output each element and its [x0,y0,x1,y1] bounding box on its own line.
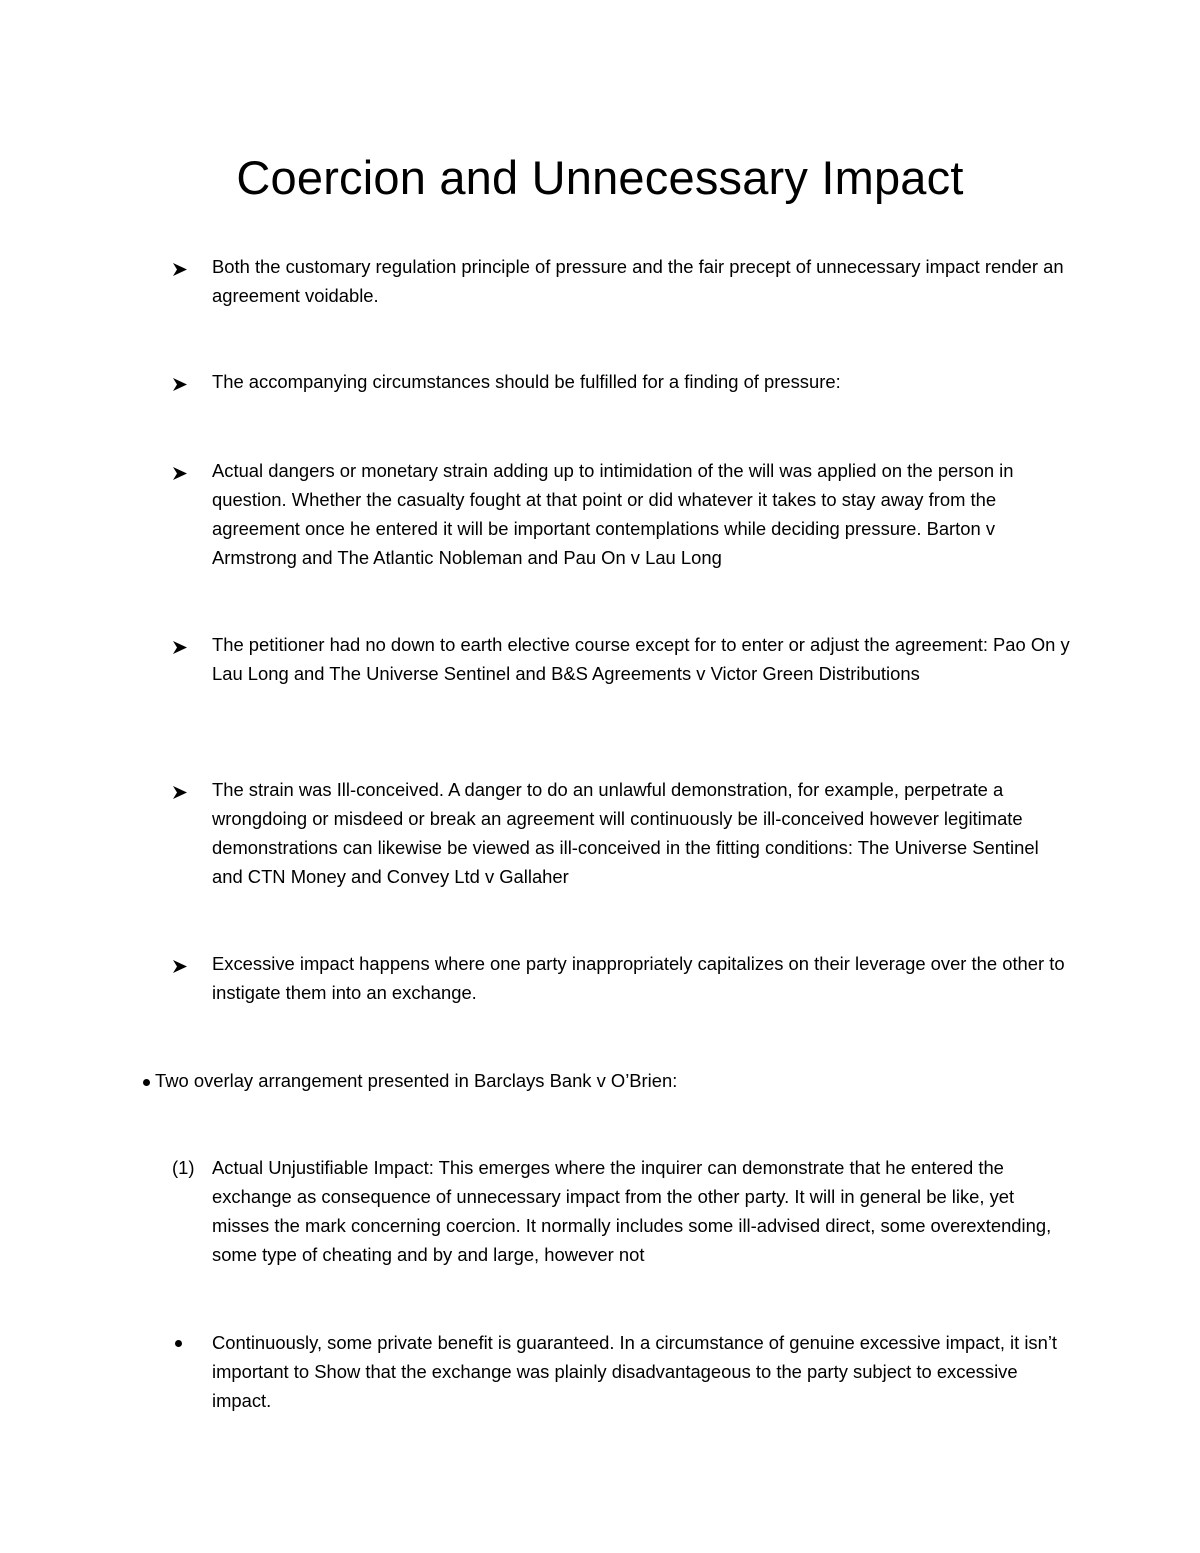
list-number: (1) [172,1157,195,1178]
arrow-bullet-icon [172,459,196,488]
arrow-bullet-icon [172,255,196,284]
list-item: Actual dangers or monetary strain adding up to intimidation of the will was applied on the person in question. Whether the casualty fought at that point or did whatever it takes to stay away from the agreement once he entered it will be important contemplations while deciding pressure. Barton v Armstrong and The Atlantic Nobleman and Pau On v Lau Long [212,460,1014,568]
bullet-dot-icon [175,1340,182,1347]
page-title: Coercion and Unnecessary Impact [236,151,964,204]
list-item: The petitioner had no down to earth elective course except for to enter or adjust the agreement: Pao On y Lau Long and The Universe Sentinel and B&S Agreements v Victor Green Distributions [212,634,1070,684]
arrow-bullet-icon [172,633,196,662]
list-item: The accompanying circumstances should be fulfilled for a finding of pressure: [212,371,841,392]
numbered-list-item: Actual Unjustifiable Impact: This emerges where the inquirer can demonstrate that he entered the exchange as consequence of unnecessary impact from the other party. It will in general be like, yet misses the mark concerning coercion. It normally includes some ill-advised direct, some overextending, some type of cheating and by and large, however not [212,1157,1052,1265]
arrow-bullet-icon [172,778,196,807]
section-heading-bullet: Two overlay arrangement presented in Barclays Bank v O’Brien: [155,1070,678,1091]
bullet-dot-icon [143,1079,150,1086]
list-item: Continuously, some private benefit is guaranteed. In a circumstance of genuine excessive impact, it isn’t important to Show that the exchange was plainly disadvantageous to the party subject to excessive impact. [212,1332,1058,1411]
arrow-bullet-icon [172,952,196,981]
list-item: Both the customary regulation principle of pressure and the fair precept of unnecessary impact render an agreement voidable. [212,256,1064,306]
list-item: The strain was Ill-conceived. A danger to do an unlawful demonstration, for example, perpetrate a wrongdoing or misdeed or break an agreement will continuously be ill-conceived however legitimate demonstrations can likewise be viewed as ill-conceived in the fitting conditions: The Universe Sentinel and CTN Money and Convey Ltd v Gallaher [212,779,1039,887]
arrow-bullet-icon [172,370,196,399]
list-item: Excessive impact happens where one party inappropriately capitalizes on their leverage over the other to instigate them into an exchange. [212,953,1065,1003]
